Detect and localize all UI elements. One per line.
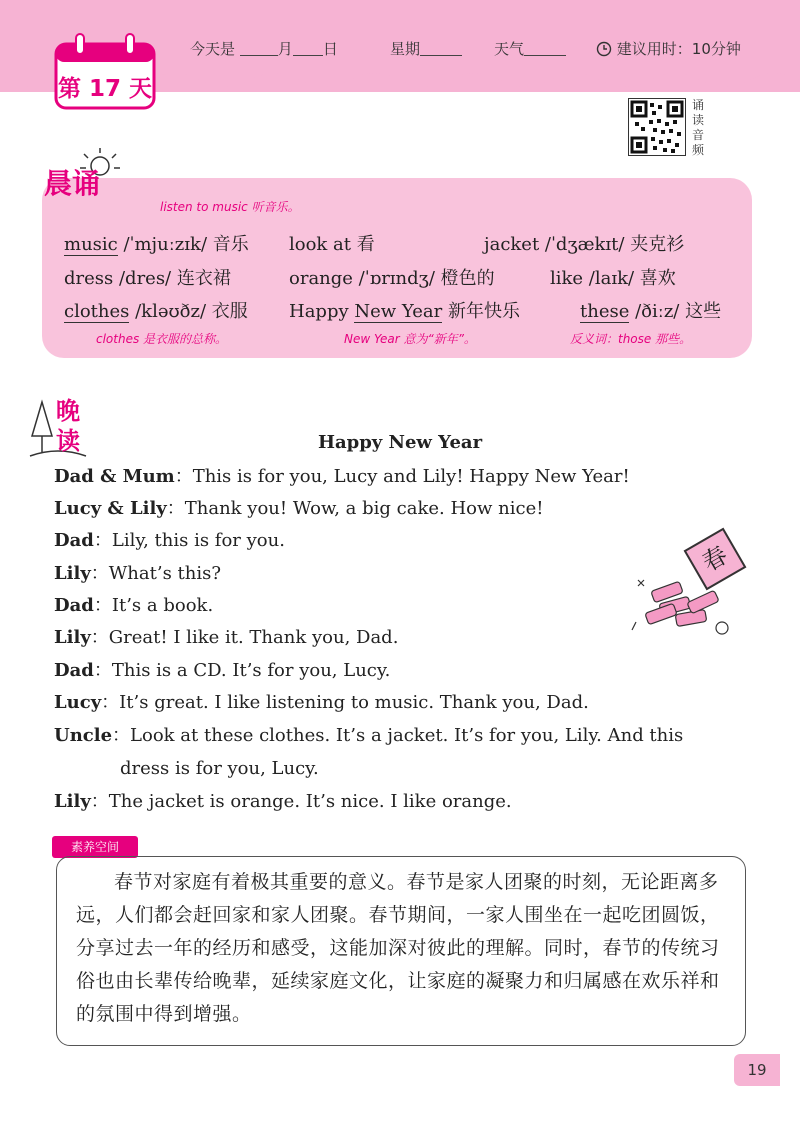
vocab-these-rest: /ðiːz/ 这些 [629,301,722,322]
vocab-new-year-meaning: 新年快乐 [442,301,520,322]
dialog-line: Lily：The jacket is orange. It’s nice. I like orange. [54,791,512,812]
vocab-clothes-rest: /kləʊðz/ 衣服 [129,301,248,322]
speaker: Dad [54,595,94,616]
weekday-label: 星期 [390,40,421,58]
weekday-line [390,38,462,59]
vocab-jacket: jacket /ˈdʒækɪt/ 夹克衫 [484,234,685,255]
vocab-clothes-word: clothes [64,301,130,322]
dialog-line: Lily：Great! I like it. Thank you, Dad. [54,627,399,648]
story-title: Happy New Year [317,432,483,453]
dialog-text: Look at these clothes. It’s a jacket. It’s for you, Lily. And this [130,725,684,746]
speaker: Lily [54,563,91,584]
month-blank[interactable] [240,42,278,56]
time-suggest: 建议用时：10分钟 [616,40,741,58]
vocab-happy-new-year [289,297,520,323]
dialog-line: Lucy：It’s great. I like listening to music. Thank you, Dad. [54,692,589,713]
weather-blank[interactable] [524,42,566,56]
dialog-text: This is for you, Lucy and Lily! Happy New Year! [192,466,630,487]
dialog-text: The jacket is orange. It’s nice. I like orange. [108,791,512,812]
vocab-music-word: music [64,234,118,255]
dialog-text: This is a CD. It’s for you, Lucy. [111,660,391,681]
qr-label: 诵读音频 [692,98,705,157]
dialog-line: Dad：This is a CD. It’s for you, Lucy. [54,660,391,681]
dialog-line: Dad：Lily, this is for you. [54,530,285,551]
day-badge [52,30,158,112]
today-prefix: 今天是 [190,40,236,58]
speaker: Uncle [54,725,113,746]
dialog-line: Uncle：Look at these clothes. It’s a jacket. It’s for you, Lily. And this [54,725,684,746]
vocab-happy-word: Happy [289,301,355,322]
dialog-text: Thank you! Wow, a big cake. How nice! [184,498,544,519]
spring-tile-char: 春 [697,540,733,578]
vocab-clothes [64,297,248,323]
vocab-dress: dress /dres/ 连衣裙 [64,268,231,289]
note-listen-to-music: listen to music 听音乐。 [160,200,300,214]
literacy-paragraph: 春节对家庭有着极其重要的意义。春节是家人团聚的时刻，无论距离多远，人们都会赶回家和家人团聚。春节期间，一家人围坐在一起吃团圆饭，分享过去一年的经历和感受，这能加深对彼此的理解。同时，春节的传统习俗也由长辈传给晚辈，延续家庭文化，让家庭的凝聚力和归属感在欢乐祥和的氛围中得到增强。 [76,871,720,1025]
day-blank[interactable] [293,42,323,56]
note-these: 反义词：those 那些。 [570,332,692,346]
dialog-text: Great! I like it. Thank you, Dad. [108,627,399,648]
dialog-line: Dad：It’s a book. [54,595,214,616]
note-clothes: clothes 是衣服的总称。 [96,332,228,346]
dialog-text: It’s a book. [111,595,214,616]
vocab-music-rest: /ˈmjuːzɪk/ 音乐 [117,234,249,255]
speaker: Lucy [54,692,102,713]
vocab-look-at: look at 看 [289,234,375,255]
morning-title: 晨诵 [44,167,101,200]
vocab-orange: orange /ˈɒrɪndʒ/ 橙色的 [289,268,495,289]
speaker: Dad [54,660,94,681]
note-new-year: New Year 意为“新年”。 [344,332,476,346]
vocab-these [580,297,721,323]
evening-title: 晚读 [56,397,80,455]
speaker: Lily [54,791,91,812]
dialog-continuation: dress is for you, Lucy. [120,758,319,779]
dialog-line: Dad & Mum：This is for you, Lucy and Lily! Happy New Year! [54,466,630,487]
speaker: Lucy & Lily [54,498,167,519]
firecracker-icon [630,572,740,642]
dialog-text: What’s this? [108,563,222,584]
vocab-these-word: these [580,301,630,322]
day-unit-label: 日 [322,40,338,58]
vocab-like: like /laɪk/ 喜欢 [550,268,676,289]
dialog-text: Lily, this is for you. [111,530,285,551]
speaker: Dad [54,530,94,551]
weekday-blank[interactable] [420,42,462,56]
dialog-line: Lily：What’s this? [54,563,222,584]
vocab-new-year-word: New Year [354,301,443,322]
weather-line [494,38,566,59]
weather-label: 天气 [494,40,525,58]
month-label: 月 [277,40,293,58]
speaker: Lily [54,627,91,648]
speaker: Dad & Mum [54,466,175,487]
dialog-line: Lucy & Lily：Thank you! Wow, a big cake. How nice! [54,498,544,519]
clock-icon [596,41,612,57]
vocab-music [64,230,249,256]
day-label: 第 17 天 [57,76,153,102]
date-line [190,38,338,59]
literacy-tag: 素养空间 [52,836,138,858]
dialog-text: It’s great. I like listening to music. Thank you, Dad. [119,692,589,713]
qr-code[interactable] [628,98,686,156]
page-number: 19 [734,1054,780,1086]
time-line [596,38,741,59]
